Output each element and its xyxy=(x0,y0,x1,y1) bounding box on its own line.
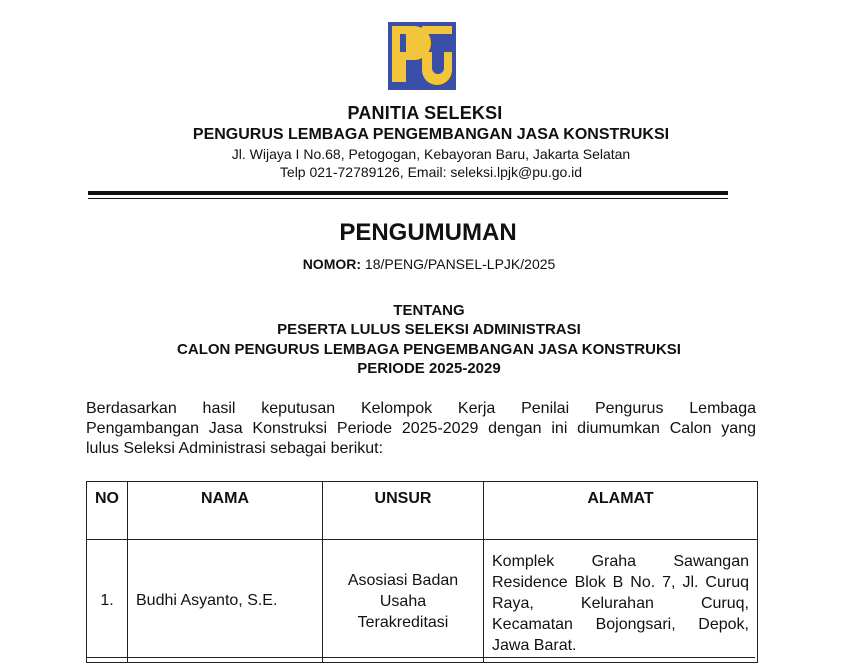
intro-line: Berdasarkan hasil keputusan Kelompok Kerja Penilai Pengurus Lembaga xyxy=(86,400,756,417)
announcement-title: PENGUMUMAN xyxy=(339,219,517,246)
cell-nama: Budhi Asyanto, S.E. xyxy=(128,540,323,663)
alamat-line: Komplek Graha Sawangan xyxy=(492,552,749,570)
letterhead-divider-thick xyxy=(88,191,728,195)
intro-line: Pengambangan Jasa Konstruksi Periode 2025-2029 dengan ini diumumkan Calon yang xyxy=(86,420,756,437)
table-next-row-border xyxy=(86,657,755,658)
header-alamat: ALAMAT xyxy=(484,482,758,540)
unsur-line: Asosiasi Badan xyxy=(347,571,459,589)
cell-unsur xyxy=(323,540,484,663)
cell-alamat xyxy=(484,540,758,663)
unsur-line: Usaha xyxy=(379,592,427,610)
letterhead-divider-thin xyxy=(88,198,728,199)
intro-line: lulus Seleksi Administrasi sebagai berikut: xyxy=(86,440,384,457)
header-unsur: UNSUR xyxy=(323,482,484,540)
cell-no: 1. xyxy=(87,540,128,663)
table-row xyxy=(87,540,758,663)
alamat-line: Raya, Kelurahan Curuq, xyxy=(492,594,749,612)
number-label: NOMOR: xyxy=(302,256,362,272)
subject-line: PERIODE 2025-2029 xyxy=(357,360,501,377)
subject-line: TENTANG xyxy=(393,302,465,319)
unsur-line: Terakreditasi xyxy=(357,613,449,631)
org-contact: Telp 021-72789126, Email: seleksi.lpjk@pu.go.id xyxy=(279,164,583,180)
number-value: 18/PENG/PANSEL-LPJK/2025 xyxy=(364,256,556,272)
table-header-row xyxy=(87,482,758,540)
org-address: Jl. Wijaya I No.68, Petogogan, Kebayoran Baru, Jakarta Selatan xyxy=(231,146,631,162)
announcement-number xyxy=(0,256,850,272)
results-table xyxy=(86,481,758,663)
header-nama: NAMA xyxy=(128,482,323,540)
alamat-line: Residence Blok B No. 7, Jl. Curuq xyxy=(492,573,749,591)
intro-paragraph xyxy=(86,399,756,459)
header-no: NO xyxy=(87,482,128,540)
subject-line: CALON PENGURUS LEMBAGA PENGEMBANGAN JASA KONSTRUKSI xyxy=(177,341,681,358)
alamat-line: Kecamatan Bojongsari, Depok, xyxy=(492,615,749,633)
pu-logo-icon xyxy=(388,22,456,90)
subject-line: PESERTA LULUS SELEKSI ADMINISTRASI xyxy=(277,321,581,338)
org-subtitle: PENGURUS LEMBAGA PENGEMBANGAN JASA KONSTRUKSI xyxy=(192,126,670,143)
org-title: PANITIA SELEKSI xyxy=(347,103,503,123)
alamat-line: Jawa Barat. xyxy=(492,636,577,654)
